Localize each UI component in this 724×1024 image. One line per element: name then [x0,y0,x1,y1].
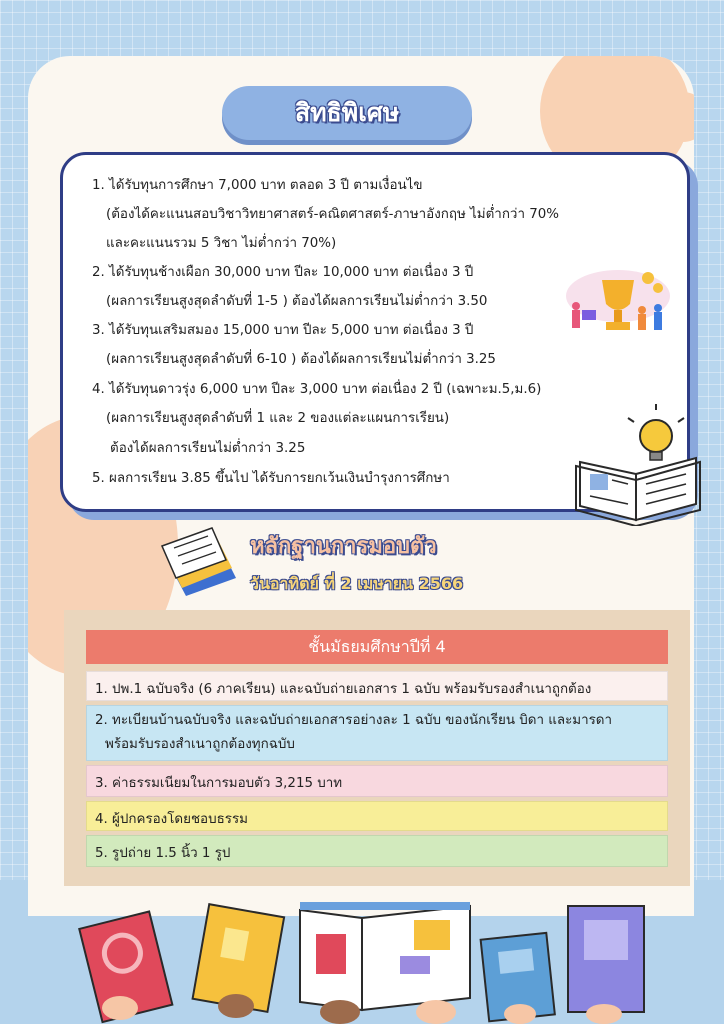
document-row [86,765,668,797]
privilege-line: (ผลการเรียนสูงสุดลำดับที่ 1 และ 2 ของแต่ละแผนการเรียน) [106,411,450,426]
privilege-line: 3. ได้รับทุนเสริมสมอง 15,000 บาท ปีละ 5,000 บาท ต่อเนื่อง 3 ปี [92,323,474,338]
document-row [86,671,668,701]
document-item: 4. ผู้ปกครองโดยชอบธรรม [95,812,248,827]
privilege-line: 4. ได้รับทุนดาวรุ่ง 6,000 บาท ปีละ 3,000 บาท ต่อเนื่อง 2 ปี (เฉพาะม.5,ม.6) [92,382,542,397]
document-row [86,801,668,831]
documents-header: ชั้นมัธยมศึกษาปีที่ 4 [86,630,668,664]
privilege-line: (ผลการเรียนสูงสุดลำดับที่ 6-10 ) ต้องได้ผลการเรียนไม่ต่ำกว่า 3.25 [106,352,496,367]
document-item: 2. ทะเบียนบ้านฉบับจริง และฉบับถ่ายเอกสารอย่างละ 1 ฉบับ ของนักเรียน บิดา และมารดา [95,713,613,728]
papers-icon [160,526,246,596]
privilege-line: 5. ผลการเรียน 3.85 ขึ้นไป ได้รับการยกเว้นเงินบำรุงการศึกษา [92,471,450,486]
privilege-line: ต้องได้ผลการเรียนไม่ต่ำกว่า 3.25 [110,441,306,456]
privilege-line: (ต้องได้คะแนนสอบวิชาวิทยาศาสตร์-คณิตศาสตร์-ภาษาอังกฤษ ไม่ต่ำกว่า 70% [106,207,559,222]
document-row [86,705,668,761]
privilege-line: และคะแนนรวม 5 วิชา ไม่ต่ำกว่า 70%) [106,236,337,251]
trophy-illustration-icon [562,266,674,342]
document-item: 3. ค่าธรรมเนียมในการมอบตัว 3,215 บาท [95,776,343,791]
document-row [86,835,668,867]
privileges-title: สิทธิพิเศษ [294,98,400,127]
books-hands-illustration-icon [0,890,724,1024]
privilege-line: 1. ได้รับทุนการศึกษา 7,000 บาท ตลอด 3 ปี ตามเงื่อนไข [92,178,423,193]
evidence-title: หลักฐานการมอบตัว [250,534,437,559]
privilege-line: (ผลการเรียนสูงสุดลำดับที่ 1-5 ) ต้องได้ผลการเรียนไม่ต่ำกว่า 3.50 [106,294,488,309]
privilege-line: 2. ได้รับทุนช้างเผือก 30,000 บาท ปีละ 10,000 บาท ต่อเนื่อง 3 ปี [92,265,474,280]
document-item: 1. ปพ.1 ฉบับจริง (6 ภาคเรียน) และฉบับถ่ายเอกสาร 1 ฉบับ พร้อมรับรองสำเนาถูกต้อง [95,682,592,697]
evidence-date: วันอาทิตย์ ที่ 2 เมษายน 2566 [250,574,464,593]
book-lightbulb-icon [574,402,704,526]
document-item-continued: พร้อมรับรองสำเนาถูกต้องทุกฉบับ [105,737,295,752]
privileges-title-pill [222,86,472,140]
document-item: 5. รูปถ่าย 1.5 นิ้ว 1 รูป [95,846,231,861]
